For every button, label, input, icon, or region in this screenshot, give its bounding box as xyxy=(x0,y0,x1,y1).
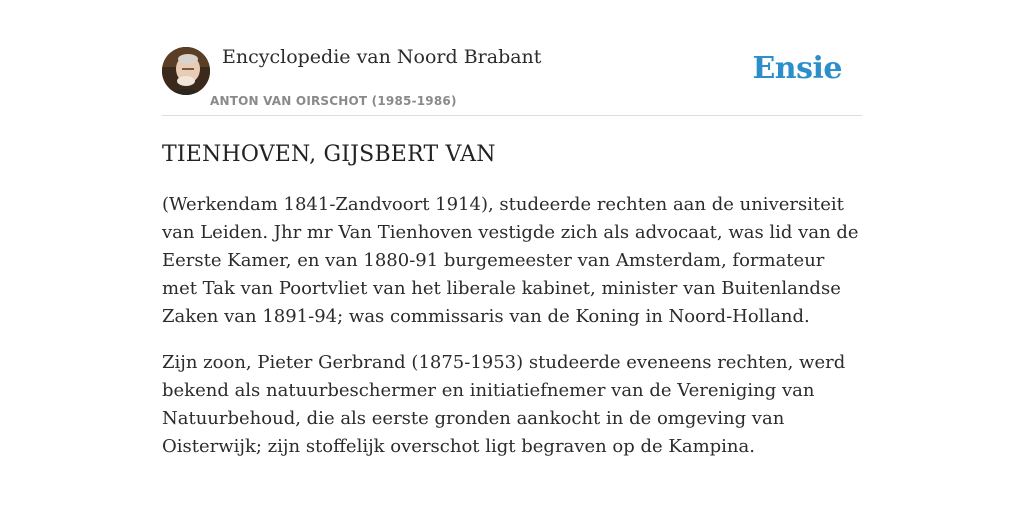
author-portrait-icon xyxy=(162,47,210,95)
source-title[interactable]: Encyclopedie van Noord Brabant xyxy=(222,46,542,68)
entry-title: TIENHOVEN, GIJSBERT VAN xyxy=(162,142,496,167)
brand-logo[interactable]: Ensie xyxy=(752,51,842,86)
entry-paragraph: (Werkendam 1841-Zandvoort 1914), studeerde rechten aan de universiteit van Leiden. Jhr mr Van Tienhoven vestigde zich als advocaat, was lid van de Eerste Kamer, en van 1880-91 burgemeester van Amsterdam, formateur met Tak van Poortvliet van het liberale kabinet, minister van Buitenlandse Zaken van 1891-94; was commissaris van de Koning in Noord-Holland. xyxy=(162,194,859,327)
author-avatar xyxy=(162,47,210,95)
author-name[interactable]: ANTON VAN OIRSCHOT (1985-1986) xyxy=(210,94,457,108)
entry-card xyxy=(162,44,862,461)
card-header xyxy=(162,44,862,116)
entry-paragraph: Zijn zoon, Pieter Gerbrand (1875-1953) studeerde eveneens rechten, werd bekend als natuurbeschermer en initiatiefnemer van de Vereniging van Natuurbehoud, die als eerste gronden aankocht in de omgeving van Oisterwijk; zijn stoffelijk overschot ligt begraven op de Kampina. xyxy=(162,352,846,457)
